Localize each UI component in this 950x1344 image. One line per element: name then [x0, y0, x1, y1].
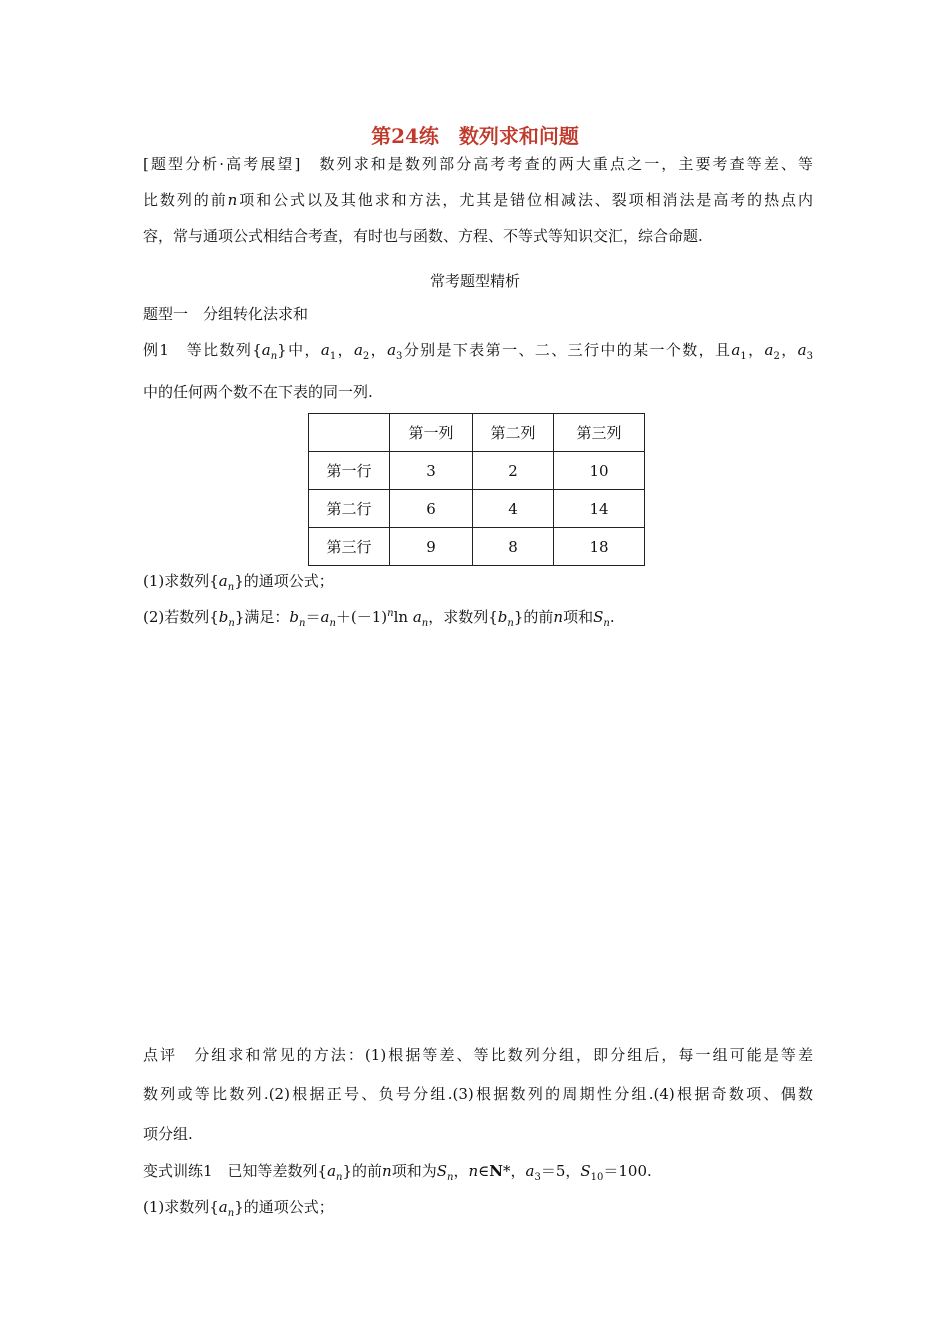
table-row — [309, 528, 645, 566]
table-cell: 第二行 — [309, 490, 390, 528]
example1-line-1: 例1 等比数列$\{a_n\}$中，$a_1$，$a_2$，$a_3$分别是下表第一、二、三行中的某一个数，且$a_1$，$a_2$，$a_3$ — [143, 341, 813, 362]
table-header-cell: 第三列 — [554, 414, 645, 452]
table-cell: 2 — [473, 452, 554, 490]
table-cell: 4 — [473, 490, 554, 528]
variant1-line: 变式训练1 已知等差数列$\{a_n\}$的前n项和为$S_n$，n∈N*，$a_3=5$，$S_{10}=100$. — [143, 1162, 652, 1183]
table-row — [309, 452, 645, 490]
table-cell: 第一行 — [309, 452, 390, 490]
intro-line-1: [题型分析·高考展望] 数列求和是数列部分高考考查的两大重点之一，主要考查等差、等 — [143, 155, 813, 173]
table-cell: 第三行 — [309, 528, 390, 566]
comment-line-1: 点评 分组求和常见的方法：(1)根据等差、等比数列分组，即分组后，每一组可能是等差 — [143, 1046, 813, 1064]
example1-line-2: 中的任何两个数不在下表的同一列. — [143, 383, 373, 401]
comment-line-2: 数列或等比数列.(2)根据正号、负号分组.(3)根据数列的周期性分组.(4)根据奇数项、偶数 — [143, 1085, 813, 1103]
page-title: 第24练 数列求和问题 — [371, 124, 579, 148]
variant1-question-1: (1)求数列$\{a_n\}$的通项公式； — [143, 1198, 334, 1219]
intro-line-3: 容，常与通项公式相结合考查，有时也与函数、方程、不等式等知识交汇，综合命题. — [143, 227, 703, 245]
table-header-cell: 第二列 — [473, 414, 554, 452]
table-cell: 14 — [554, 490, 645, 528]
section-heading: 常考题型精析 — [429, 272, 520, 290]
table-cell: 6 — [390, 490, 473, 528]
table-cell: 18 — [554, 528, 645, 566]
type1-heading: 题型一 分组转化法求和 — [143, 305, 309, 323]
intro-line-2: 比数列的前n项和公式以及其他求和方法，尤其是错位相减法、裂项相消法是高考的热点内 — [143, 191, 813, 209]
data-table — [308, 413, 645, 566]
comment-line-3: 项分组. — [143, 1125, 193, 1143]
table-row — [309, 490, 645, 528]
table-header-cell: 第一列 — [390, 414, 473, 452]
table-header-cell — [309, 414, 390, 452]
table-cell: 3 — [390, 452, 473, 490]
question-2: (2)若数列$\{b_n\}$满足：$b_n=a_n+(-1)^n\ln$ $a_n$，求数列$\{b_n\}$的前n项和$S_n$. — [143, 608, 615, 629]
table-header-row — [309, 414, 645, 452]
question-1: (1)求数列$\{a_n\}$的通项公式； — [143, 572, 334, 593]
table-cell: 10 — [554, 452, 645, 490]
table-cell: 9 — [390, 528, 473, 566]
table-cell: 8 — [473, 528, 554, 566]
